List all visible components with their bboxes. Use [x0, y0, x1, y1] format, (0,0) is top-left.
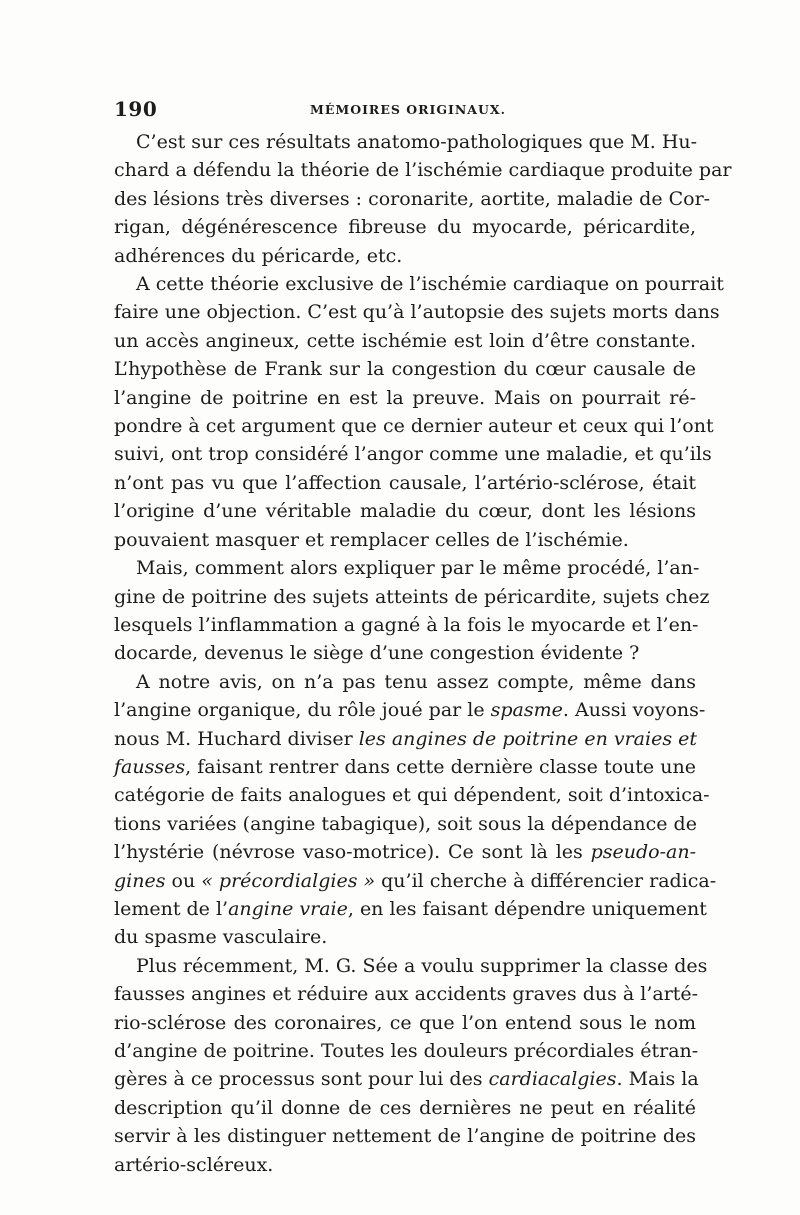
page-body — [114, 128, 732, 1179]
text-line: l’hystérie (névrose vaso-motrice). Ce sont là les pseudo-an- — [114, 841, 696, 864]
text-line: n’ont pas vu que l’affection causale, l’artério-sclérose, était — [114, 471, 696, 494]
text-line: fausses angines et réduire aux accidents graves dus à l’arté- — [114, 983, 699, 1006]
text-line: catégorie de faits analogues et qui dépendent, soit d’intoxica- — [114, 784, 710, 807]
text-line: rigan, dégénérescence fibreuse du myocarde, péricardite, — [114, 216, 696, 239]
text-line: rio-sclérose des coronaires, ce que l’on entend sous le nom — [114, 1011, 696, 1034]
text-line: des lésions très diverses : coronarite, aortite, maladie de Cor- — [114, 187, 711, 210]
text-line: gères à ce processus sont pour lui des cardiacalgies. Mais la — [114, 1068, 699, 1091]
text-line: Mais, comment alors expliquer par le même procédé, l’an- — [136, 557, 700, 580]
text-line: pouvaient masquer et remplacer celles de l’ischémie. — [114, 528, 629, 551]
text-line: du spasme vasculaire. — [114, 926, 328, 949]
text-line: faire une objection. C’est qu’à l’autopsie des sujets morts dans — [114, 301, 720, 324]
text-line: un accès angineux, cette ischémie est loin d’être constante. — [114, 329, 696, 352]
running-head: MÉMOIRES ORIGINAUX. — [310, 102, 506, 117]
text-line: A cette théorie exclusive de l’ischémie cardiaque on pourrait — [136, 273, 724, 296]
text-line: L’hypothèse de Frank sur la congestion du cœur causale de — [114, 358, 696, 381]
text-line: docarde, devenus le siège d’une congestion évidente ? — [114, 642, 640, 665]
text-line: lement de l’angine vraie, en les faisant dépendre uniquement — [114, 897, 707, 920]
text-line: d’angine de poitrine. Toutes les douleurs précordiales étran- — [114, 1040, 699, 1062]
text-line: adhérences du péricarde, etc. — [114, 244, 403, 267]
text-line: servir à les distinguer nettement de l’angine de poitrine des — [114, 1125, 696, 1148]
text-line: artério-scléreux. — [114, 1153, 274, 1176]
text-line: nous M. Huchard diviser les angines de poitrine en vraies et — [114, 727, 697, 750]
text-line: pondre à cet argument que ce dernier auteur et ceux qui l’ont — [114, 415, 714, 438]
text-line: lesquels l’inflammation a gagné à la fois le myocarde et l’en- — [114, 613, 699, 636]
text-line: l’angine organique, du rôle joué par le spasme. Aussi voyons- — [114, 699, 706, 722]
page-header — [114, 97, 689, 121]
text-line: gine de poitrine des sujets atteints de péricardite, sujets chez — [114, 585, 710, 608]
text-line: C’est sur ces résultats anatomo-pathologiques que M. Hu- — [136, 131, 698, 153]
text-line: fausses, faisant rentrer dans cette dernière classe toute une — [114, 755, 696, 778]
text-line: Plus récemment, M. G. Sée a voulu supprimer la classe des — [136, 954, 708, 977]
text-line: suivi, ont trop considéré l’angor comme une maladie, et qu’ils — [114, 443, 712, 466]
text-line: l’origine d’une véritable maladie du cœur, dont les lésions — [114, 500, 696, 523]
text-line: l’angine de poitrine en est la preuve. Mais on pourrait ré- — [114, 386, 696, 409]
page-number: 190 — [114, 97, 158, 121]
text-line: A notre avis, on n’a pas tenu assez compte, même dans — [136, 670, 696, 693]
text-line: description qu’il donne de ces dernières ne peut en réalité — [114, 1096, 696, 1119]
text-line: chard a défendu la théorie de l’ischémie cardiaque produite par — [114, 159, 732, 182]
text-line: gines ou « précordialgies » qu’il cherche à différencier radica- — [114, 869, 717, 892]
text-line: tions variées (angine tabagique), soit sous la dépendance de — [114, 812, 697, 835]
